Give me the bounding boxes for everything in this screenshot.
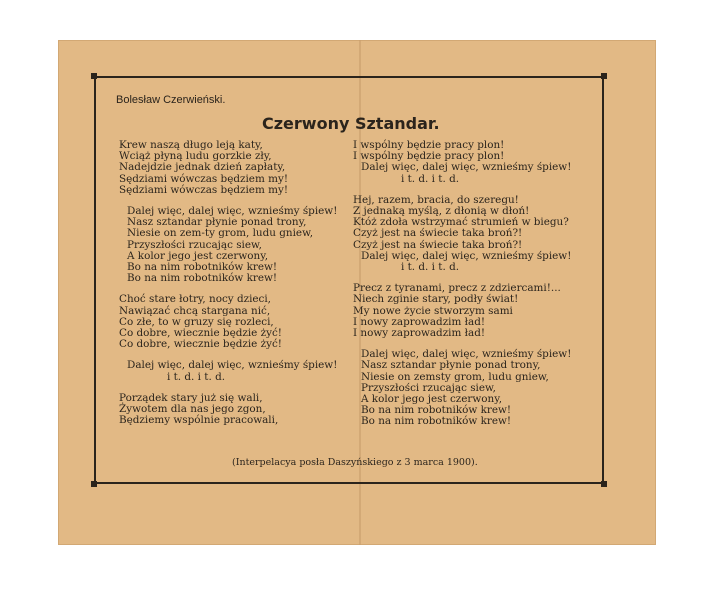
- poem-line: Dalej więc, dalej więc, wznieśmy śpiew!: [127, 205, 338, 218]
- frame-corner-bottom-left: [91, 481, 97, 487]
- poem-line: Nasz sztandar płynie ponad trony,: [361, 359, 541, 372]
- poem-line: Z jednaką myślą, z dłonią w dłoń!: [353, 205, 530, 218]
- poem-line: Bo na nim robotników krew!: [127, 272, 278, 285]
- author-name: Bolesław Czerwieński.: [116, 94, 226, 106]
- poem-line: i t. d. i t. d.: [401, 172, 460, 185]
- poem-line: I nowy zaprowadzim ład!: [353, 327, 486, 340]
- poem-line: Krew naszą długo leją katy,: [119, 139, 263, 151]
- poem-right-column: [353, 140, 571, 428]
- poem-line: Precz z tyranami, precz z zdziercami!...: [353, 282, 561, 295]
- frame-corner-bottom-right: [601, 481, 607, 487]
- poem-line: A kolor jego jest czerwony,: [127, 249, 269, 262]
- poem-line: My nowe życie stworzym sami: [353, 304, 513, 317]
- poem-line: i t. d. i t. d.: [401, 261, 460, 274]
- poem-line: Co dobre, wiecznie będzie żyć!: [119, 327, 282, 340]
- poem-line: Hej, razem, bracia, do szeregu!: [353, 193, 519, 206]
- frame-corner-top-left: [91, 73, 97, 79]
- poem-line: Sędziami wówczas będziem my!: [119, 172, 289, 185]
- poem-line: Nasz sztandar płynie ponad trony,: [127, 216, 307, 229]
- poem-line: Czyż jest na świecie taka broń?!: [353, 227, 523, 240]
- poem-line: Dalej więc, dalej więc, wznieśmy śpiew!: [127, 359, 338, 372]
- poem-line: Co dobre, wiecznie będzie żyć!: [119, 338, 282, 351]
- poem-line: I nowy zaprowadzim ład!: [353, 315, 486, 328]
- poem-line: Co złe, to w gruzy się rozleci,: [119, 315, 274, 328]
- poem-line: Bo na nim robotników krew!: [361, 415, 512, 428]
- poem-line: Bo na nim robotników krew!: [361, 404, 512, 417]
- poem-line: i t. d. i t. d.: [167, 370, 226, 383]
- poem-line: Bo na nim robotników krew!: [127, 261, 278, 274]
- poem-line: Nadejdzie jednak dzień zapłaty,: [119, 161, 286, 174]
- poem-line: Wciąż płyną ludu gorzkie zły,: [119, 150, 272, 163]
- poem-line: Nawiązać chcą stargana nić,: [119, 304, 271, 317]
- poem-line: Dalej więc, dalej więc, wznieśmy śpiew!: [361, 161, 572, 174]
- poem-title: Czerwony Sztandar.: [262, 114, 440, 133]
- poem-line: Porządek stary już się wali,: [119, 391, 263, 404]
- poem-line: I wspólny będzie pracy plon!: [353, 139, 505, 151]
- frame-corner-top-right: [601, 73, 607, 79]
- footer-note: (Interpelacya posła Daszyńskiego z 3 marca 1900).: [232, 457, 478, 468]
- poem-line: Żywotem dla nas jego zgon,: [119, 403, 266, 416]
- poem-line: Choć stare łotry, nocy dzieci,: [119, 293, 271, 306]
- poem-line: Dalej więc, dalej więc, wznieśmy śpiew!: [361, 348, 572, 361]
- poem-line: Któż zdoła wstrzymać strumień w biegu?: [353, 216, 569, 229]
- poem-line: Będziemy wspólnie pracowali,: [119, 414, 279, 427]
- poem-line: Przyszłości rzucając siew,: [127, 238, 262, 251]
- poem-line: Przyszłości rzucając siew,: [361, 381, 496, 394]
- poem-line: Dalej więc, dalej więc, wznieśmy śpiew!: [361, 249, 572, 262]
- poem-line: Niesie on zemsty grom, ludu gniew,: [361, 370, 549, 383]
- poem-line: I wspólny będzie pracy plon!: [353, 150, 505, 163]
- poem-line: A kolor jego jest czerwony,: [361, 393, 503, 406]
- poem-line: Sędziami wówczas będziem my!: [119, 183, 289, 196]
- poem-left-column: [119, 140, 337, 426]
- poem-line: Niesie on zem-ty grom, ludu gniew,: [127, 227, 314, 240]
- poem-line: Niech zginie stary, podły świat!: [353, 293, 519, 306]
- poem-line: Czyż jest na świecie taka broń?!: [353, 238, 523, 251]
